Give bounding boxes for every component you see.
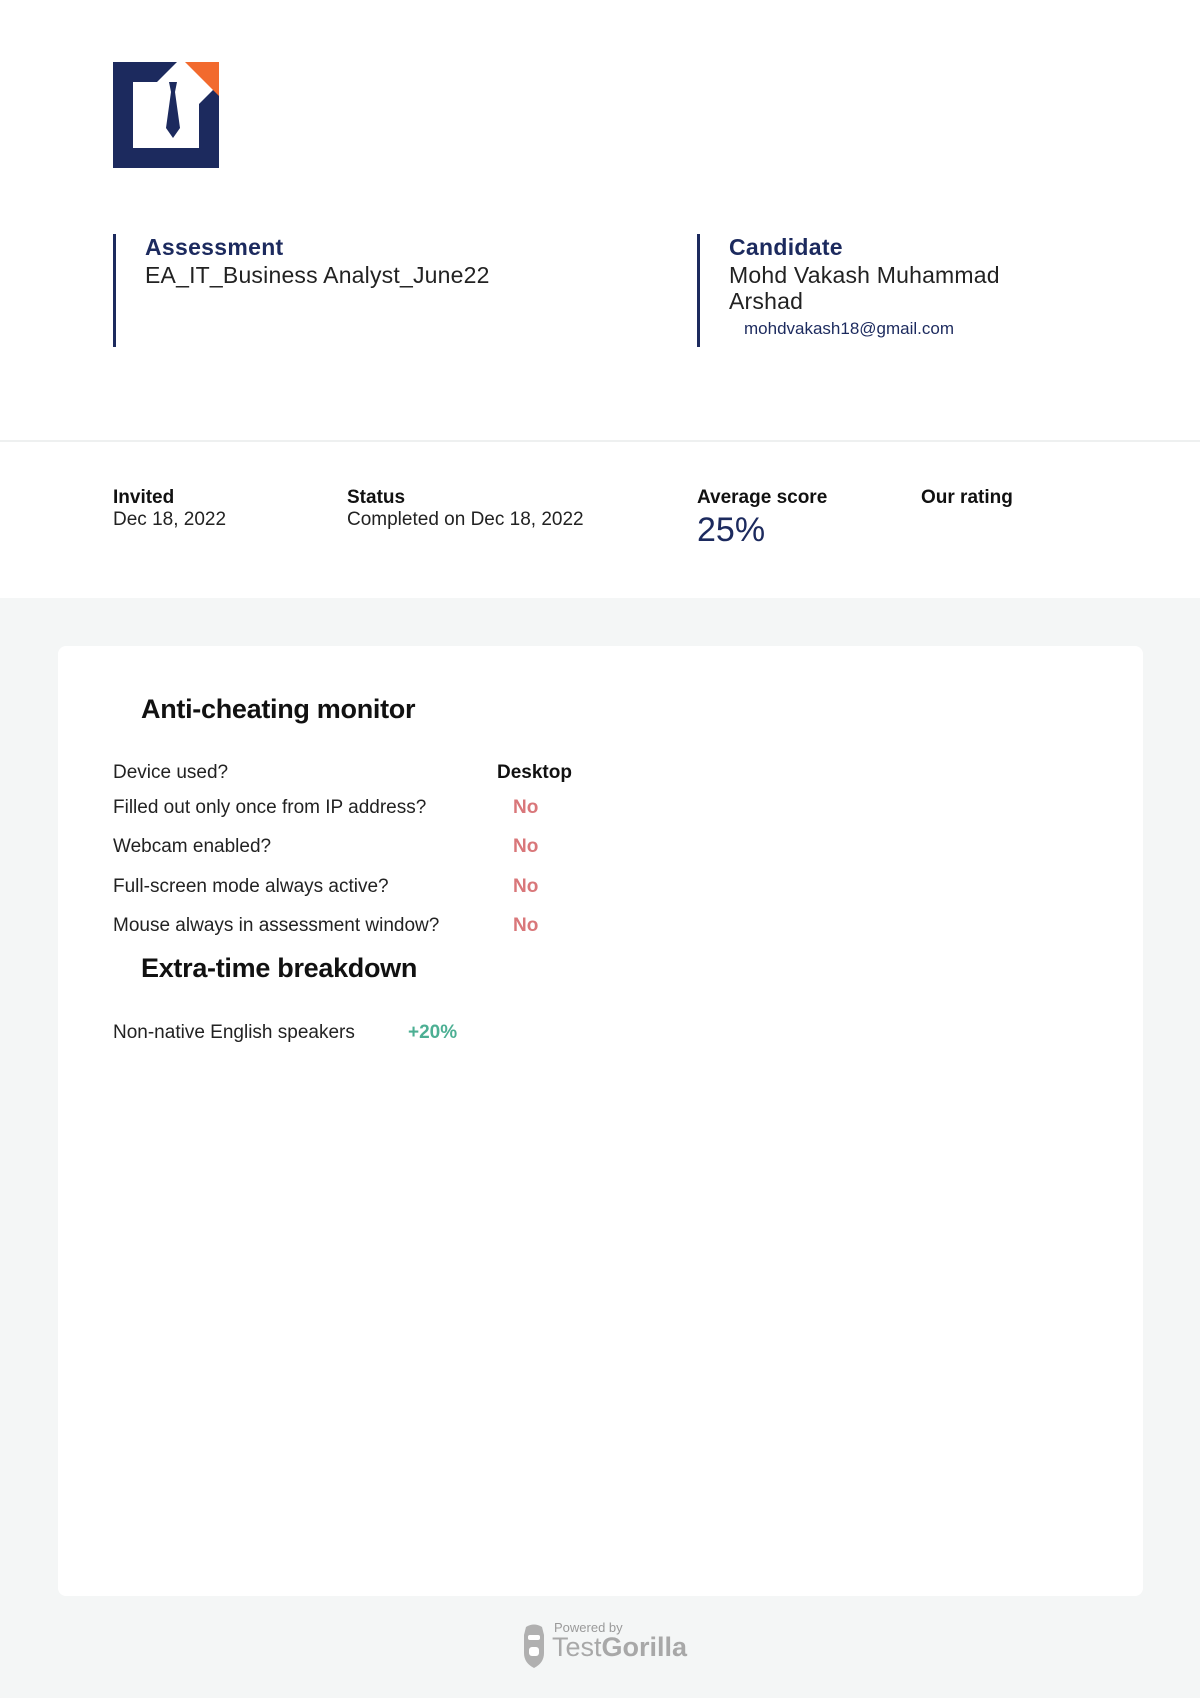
anti-cheating-answer: No — [513, 836, 539, 857]
average-score-field — [697, 487, 827, 549]
candidate-name: Mohd Vakash Muhammad Arshad — [729, 262, 1000, 314]
anti-cheating-answer: No — [513, 915, 539, 936]
anti-cheating-question: Webcam enabled? — [113, 836, 272, 857]
average-score-value: 25% — [697, 511, 766, 549]
anti-cheating-question: Mouse always in assessment window? — [113, 915, 440, 936]
anti-cheating-title: Anti-cheating monitor — [141, 694, 416, 724]
gorilla-icon — [522, 1623, 546, 1669]
status-label: Status — [347, 487, 406, 508]
invited-field — [113, 487, 226, 531]
anti-cheating-answer: Desktop — [497, 762, 572, 783]
brand-bold: Gorilla — [601, 1632, 688, 1662]
status-value: Completed on Dec 18, 2022 — [347, 509, 584, 530]
anti-cheating-question: Filled out only once from IP address? — [113, 797, 427, 818]
anti-cheating-question: Device used? — [113, 762, 229, 783]
details-card — [58, 646, 1143, 1596]
candidate-label: Candidate — [729, 234, 843, 260]
status-field — [347, 487, 584, 531]
assessment-name: EA_IT_Business Analyst_June22 — [145, 262, 490, 288]
brand-light: Test — [552, 1632, 602, 1662]
invited-date: Dec 18, 2022 — [113, 509, 227, 530]
extra-time-title: Extra-time breakdown — [141, 953, 418, 983]
assessment-info — [113, 234, 673, 347]
our-rating-field — [921, 487, 1013, 509]
anti-cheating-answer: No — [513, 797, 539, 818]
company-logo — [113, 62, 219, 168]
extra-time-value: +20% — [408, 1022, 458, 1043]
average-score-label: Average score — [697, 487, 828, 508]
powered-by-footer — [522, 1620, 688, 1672]
extra-time-label: Non-native English speakers — [113, 1022, 355, 1043]
candidate-email: mohdvakash18@gmail.com — [744, 319, 955, 338]
powered-by-text: Powered by — [554, 1620, 623, 1635]
candidate-info — [697, 234, 1077, 347]
testgorilla-logo-text — [552, 1632, 687, 1663]
anti-cheating-question: Full-screen mode always active? — [113, 876, 389, 897]
our-rating-label: Our rating — [921, 487, 1013, 508]
header-divider — [0, 440, 1200, 442]
anti-cheating-answer: No — [513, 876, 539, 897]
invited-label: Invited — [113, 487, 175, 508]
assessment-label: Assessment — [145, 234, 284, 260]
